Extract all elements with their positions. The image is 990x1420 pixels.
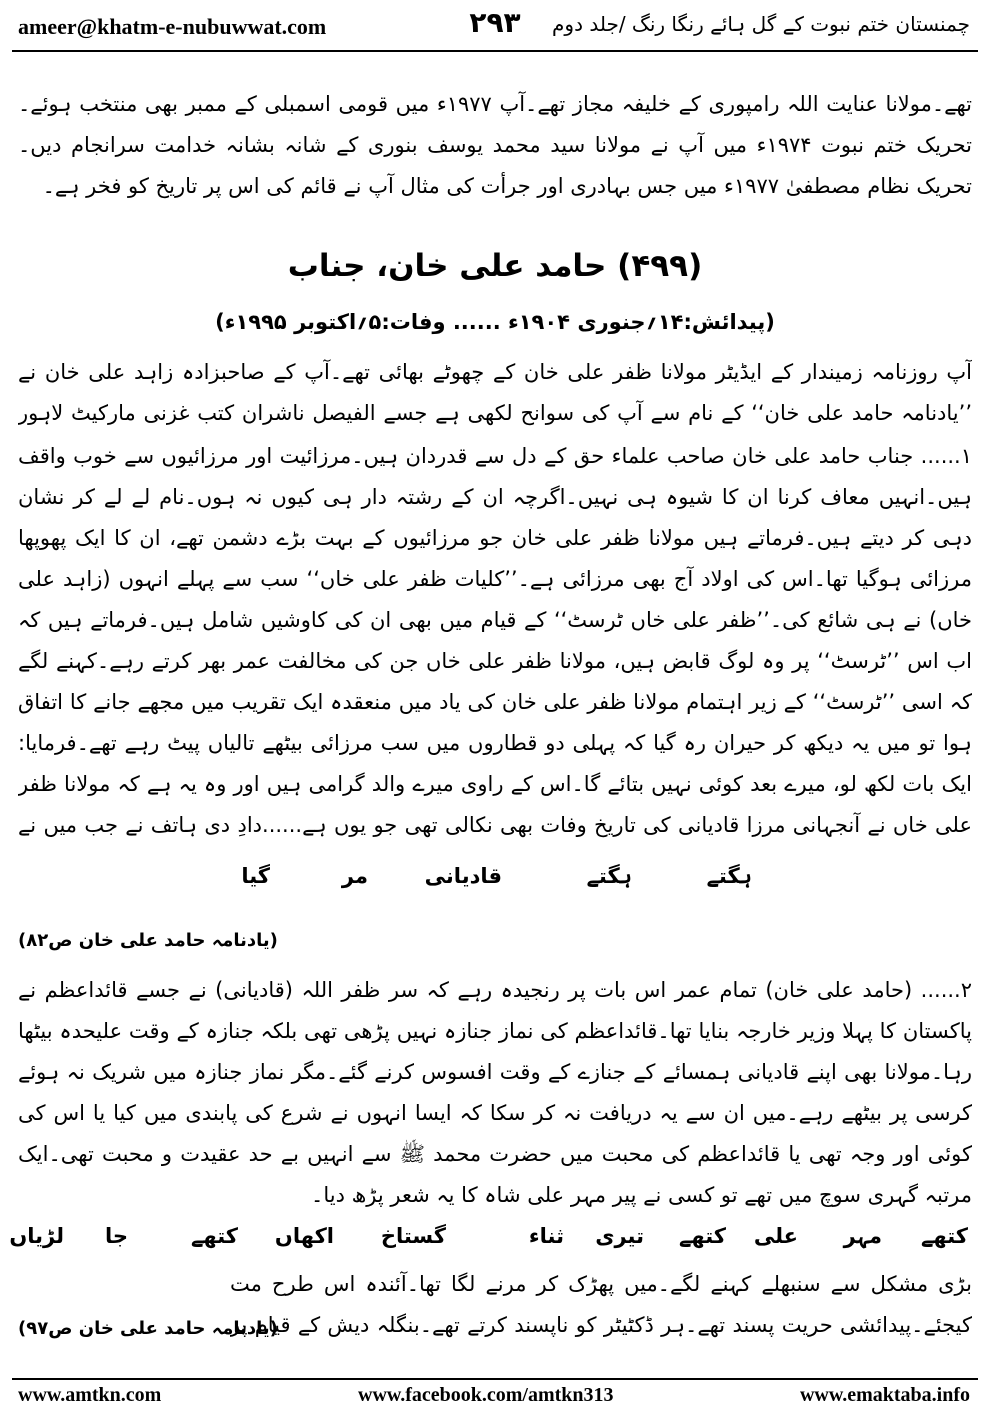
intro-paragraph: تھے۔مولانا عنایت اللہ رامپوری کے خلیفہ مجاز تھے۔آپ ۱۹۷۷ء میں قومی اسمبلی کے ممبر بھی منتخب ہوئے۔تحریک ختم نبوت ۱۹۷۴ء میں آپ نے مولانا سید محمد یوسف بنوری کے شانہ بشانہ خدامت سرانجام دیں۔تحریک نظام مصطفیٰ ۱۹۷۷ء میں جس بہادری اور جرأت کی مثال آپ نے قائم کی اس پر تاریخ کو فخر ہے۔ xyxy=(18,92,972,198)
reference-2: (یادنامہ حامد علی خان ص۹۷) xyxy=(18,1318,278,1339)
verse-2-word-9: کتھے xyxy=(191,1224,238,1248)
verse-2-word-1: کتھے xyxy=(921,1224,968,1248)
verse-2-word-7: گستاخ xyxy=(380,1224,446,1248)
verse-2-word-8: اکھاں xyxy=(274,1224,334,1248)
paragraph-3: ۲...... (حامد علی خان) تمام عمر اس بات پر رنجیدہ رہے کہ سر ظفر اللہ (قادیانی) نے جسے قائداعظم نے پاکستان کا پہلا وزیر خارجہ بنایا تھا۔قائداعظم کی نماز جنازہ نہیں پڑھی تھی بلکہ جنازہ کے وقت علیحدہ بیٹھا رہا۔مولانا بھی اپنے قادیانی ہمسائے کے جنازے کے وقت افسوس کرنے گئے۔مگر نماز جنازہ میں شریک نہ ہوئے کرسی پر بیٹھے رہے۔میں ان سے یہ دریافت نہ کر سکا کہ ایسا انہوں نے شرع کی پابندی میں کیا یا اس کی کوئی اور وجہ تھی یا قائداعظم کی محبت میں حضرت محمد ﷺ سے انہیں بے حد عقیدت و محبت تھی۔ایک مرتبہ گہری سوچ میں تھے تو کسی نے پیر مہر علی شاہ کا یہ شعر پڑھ دیا۔ xyxy=(18,978,972,1207)
verse-2-word-11: لڑیاں xyxy=(9,1224,64,1248)
verse-2-word-10: جا xyxy=(104,1224,128,1248)
reference-1: (یادنامہ حامد علی خان ص۸۲) xyxy=(18,930,278,951)
header-email: ameer@khatm-e-nubuwwat.com xyxy=(18,14,327,39)
verse-2-word-2: مہر xyxy=(843,1224,882,1248)
verse-2-word-5: تیری xyxy=(595,1224,644,1248)
verse-2-word-3: علی xyxy=(753,1224,798,1248)
header-divider xyxy=(12,50,978,52)
verse-2-word-4: کتھے xyxy=(679,1224,726,1248)
footer-link-amtkn[interactable]: www.amtkn.com xyxy=(18,1384,162,1406)
footer-divider xyxy=(12,1378,978,1380)
verse-2-word-6: ثناء xyxy=(528,1224,564,1248)
paragraph-2: ۱...... جناب حامد علی خان صاحب علماء حق کے دل سے قدردان ہیں۔مرزائیت اور مرزائیوں سے خوب واقف ہیں۔انہیں معاف کرنا ان کا شیوہ ہی نہیں۔اگرچہ ان کے رشتہ دار ہی کیوں نہ ہوں۔نام لے لے کر نشان دہی کر دیتے ہیں۔فرماتے ہیں مولانا ظفر علی خان جو مرزائیوں کے بہت بڑے دشمن تھے، ان کا ایک پھوپھا مرزائی ہوگیا تھا۔اس کی اولاد آج بھی مرزائی ہے۔’’کلیات ظفر علی خاں‘‘ سب سے پہلے انہوں (زاہد علی خاں) نے ہی شائع کی۔’’ظفر علی خاں ٹرسٹ‘‘ کے قیام میں بھی ان کی کاوشیں شامل ہیں۔فرماتے ہیں کہ اب اس ’’ٹرسٹ‘‘ پر وہ لوگ قابض ہیں، مولانا ظفر علی خاں جن کی مخالفت عمر بھر کرتے رہے۔کہنے لگے کہ اسی ’’ٹرسٹ‘‘ کے زیر اہتمام مولانا ظفر علی خان کی یاد میں منعقدہ ایک تقریب میں مجھے جانے کا اتفاق ہوا تو میں یہ دیکھ کر حیران رہ گیا کہ پہلی دو قطاروں میں سب مرزائی بیٹھے تالیاں پیٹ رہے تھے۔فرمایا: ایک بات لکھ لو، میرے بعد کوئی نہیں بتائے گا۔اس کے راوی میرے والد گرامی ہیں اور وہ یہ ہے کہ مولانا ظفر علی خاں نے آنجہانی مرزا قادیانی کی تاریخ وفات بھی نکالی تھی جو یوں ہے......دادِ دی ہاتف نے جب میں نے xyxy=(18,444,972,837)
verse-1-word-5: گیا xyxy=(241,864,270,888)
book-title: چمنستان ختم نبوت کے گل ہائے رنگا رنگ /جلد دوم xyxy=(552,12,970,36)
paragraph-4: بڑی مشکل سے سنبھلے کہنے لگے۔میں پھڑک کر مرنے لگا تھا۔آئندہ اس طرح مت کیجئے۔پیدائشی حریت پسند تھے۔ہر ڈکٹیٹر کو ناپسند کرتے تھے۔بنگلہ دیش کے قیام پر xyxy=(230,1272,972,1337)
section-dates: (پیدائش:۱۴؍جنوری ۱۹۰۴ء ...... وفات:۵؍اکتوبر ۱۹۹۵ء) xyxy=(215,310,775,334)
verse-1-word-4: مر xyxy=(341,864,368,888)
verse-1-word-1: ہگتے xyxy=(706,864,752,888)
section-heading: (۴۹۹) حامد علی خان، جناب xyxy=(287,248,703,284)
page-number: ۲۹۳ xyxy=(469,6,521,39)
footer-link-emaktaba[interactable]: www.emaktaba.info xyxy=(799,1384,970,1406)
footer-link-facebook[interactable]: www.facebook.com/amtkn313 xyxy=(358,1384,614,1406)
verse-1-word-2: ہگتے xyxy=(586,864,632,888)
verse-1-word-3: قادیانی xyxy=(424,864,502,888)
paragraph-1: آپ روزنامہ زمیندار کے ایڈیٹر مولانا ظفر علی خان کے چھوٹے بھائی تھے۔آپ کے صاحبزادہ زاہد علی خان نے ’’یادنامہ حامد علی خان‘‘ کے نام سے آپ کی سوانح لکھی ہے جسے الفیصل ناشران کتب غزنی مارکیٹ لاہور xyxy=(18,360,972,425)
